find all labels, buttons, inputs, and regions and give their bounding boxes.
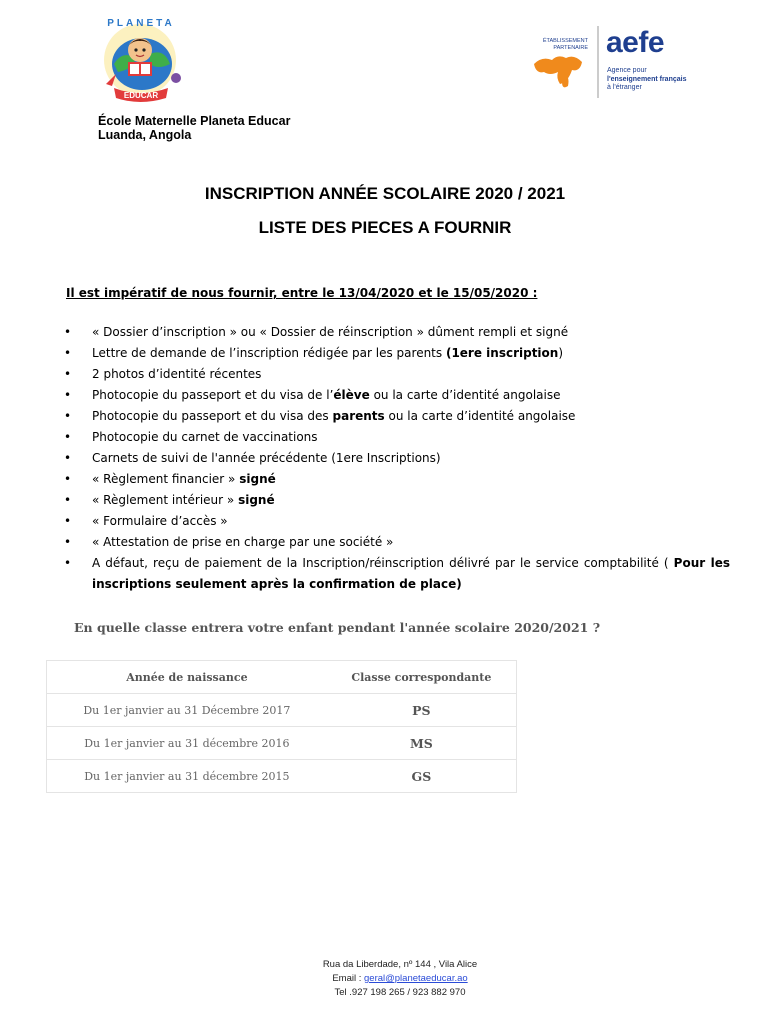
list-item: • « Règlement financier » signé: [62, 469, 730, 490]
list-item: • « Règlement intérieur » signé: [62, 490, 730, 511]
pieces-list: [62, 322, 730, 595]
list-item: • « Attestation de prise en charge par une société »: [62, 532, 730, 553]
bullet-icon: •: [64, 535, 72, 549]
logo-top-text: PLANETA: [107, 18, 175, 29]
doc-title: INSCRIPTION ANNÉE SCOLAIRE 2020 / 2021: [204, 184, 566, 203]
aefe-agency-text: Agence pour l'enseignement français à l'étranger: [607, 67, 687, 91]
list-item: • « Formulaire d’accès »: [62, 511, 730, 532]
footer-address: Rua da Liberdade, nº 144 , Vila Alice: [322, 959, 478, 970]
birth-range: Du 1er janvier au 31 Décembre 2017: [47, 694, 327, 727]
footer-email: Email : geral@planetaeducar.ao: [332, 973, 468, 984]
class-value: PS: [327, 694, 517, 727]
class-value: MS: [327, 727, 517, 760]
school-city: Luanda, Angola: [98, 128, 192, 142]
table-header-row: [47, 661, 517, 694]
footer: [0, 958, 770, 1000]
bullet-icon: •: [64, 346, 72, 360]
class-question: En quelle classe entrera votre enfant pendant l'année scolaire 2020/2021 ?: [74, 620, 601, 635]
bullet-icon: •: [64, 472, 72, 486]
school-info: [98, 114, 290, 142]
list-item: • Lettre de demande de l’inscription rédigée par les parents (1ere inscription): [62, 343, 730, 364]
birth-range: Du 1er janvier au 31 décembre 2015: [47, 760, 327, 793]
bullet-icon: •: [64, 451, 72, 465]
aefe-etablissement-label: ÉTABLISSEMENT PARTENAIRE: [542, 38, 588, 51]
table-row: [47, 760, 517, 793]
school-name: École Maternelle Planeta Educar: [98, 114, 291, 128]
birth-range: Du 1er janvier au 31 décembre 2016: [47, 727, 327, 760]
class-table: [46, 660, 517, 793]
email-link[interactable]: geral@planetaeducar.ao: [364, 973, 468, 984]
bullet-icon: •: [64, 325, 72, 339]
bullet-icon: •: [64, 430, 72, 444]
deadline-notice: Il est impératif de nous fournir, entre le 13/04/2020 et le 15/05/2020 :: [66, 286, 538, 300]
column-header-birth: Année de naissance: [47, 661, 327, 694]
aefe-wordmark: aefe: [606, 26, 665, 59]
list-item: • A défaut, reçu de paiement de la Inscription/réinscription délivré par le service comptabilité ( Pour les inscriptions seulement après la confirmation de place): [62, 553, 730, 595]
bullet-icon: •: [64, 556, 72, 570]
bullet-icon: •: [64, 493, 72, 507]
list-item: • 2 photos d’identité récentes: [62, 364, 730, 385]
list-item: • Photocopie du carnet de vaccinations: [62, 427, 730, 448]
column-header-class: Classe correspondante: [327, 661, 517, 694]
list-item: • Carnets de suivi de l'année précédente (1ere Inscriptions): [62, 448, 730, 469]
bullet-icon: •: [64, 409, 72, 423]
doc-subtitle: LISTE DES PIECES A FOURNIR: [258, 218, 512, 237]
logo-bottom-text: EDUCAR: [123, 91, 159, 100]
list-item: • Photocopie du passeport et du visa de l’élève ou la carte d’identité angolaise: [62, 385, 730, 406]
table-row: [47, 727, 517, 760]
bullet-icon: •: [64, 514, 72, 528]
bullet-icon: •: [64, 367, 72, 381]
bullet-icon: •: [64, 388, 72, 402]
list-item: • Photocopie du passeport et du visa des parents ou la carte d’identité angolaise: [62, 406, 730, 427]
planeta-educar-logo: [92, 14, 190, 106]
footer-phone: Tel .927 198 265 / 923 882 970: [334, 987, 466, 998]
class-value: GS: [327, 760, 517, 793]
list-item: • « Dossier d’inscription » ou « Dossier de réinscription » dûment rempli et signé: [62, 322, 730, 343]
table-row: [47, 694, 517, 727]
